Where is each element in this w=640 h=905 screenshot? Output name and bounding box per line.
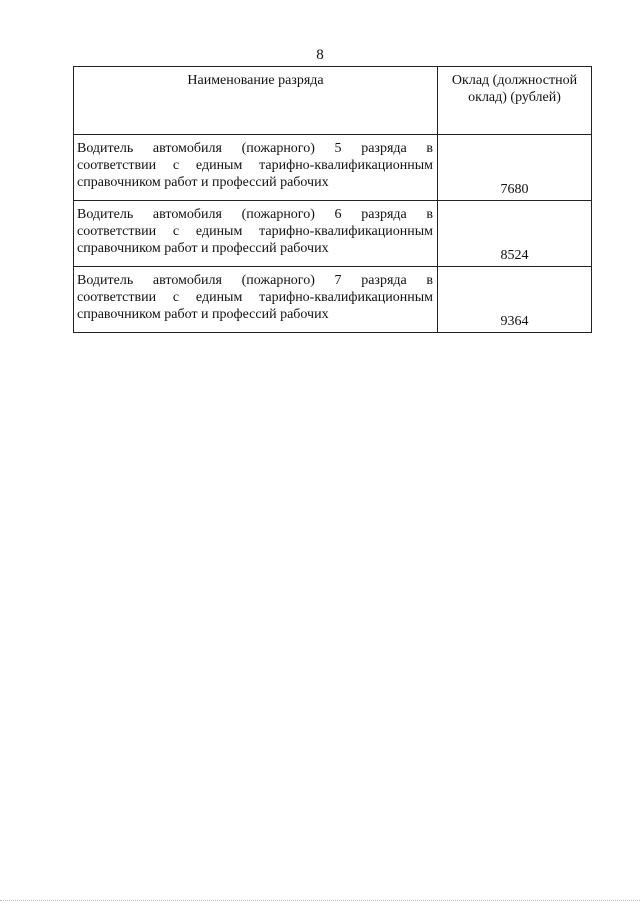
- salary-cell: 9364: [438, 267, 592, 333]
- salary-cell: 8524: [438, 201, 592, 267]
- table-header-row: [74, 67, 592, 135]
- table-row: [74, 135, 592, 201]
- salary-cell: 7680: [438, 135, 592, 201]
- table-row: [74, 267, 592, 333]
- header-grade-name: Наименование разряда: [74, 67, 438, 135]
- page-number: 8: [316, 47, 324, 63]
- salary-table: [73, 66, 592, 333]
- grade-name-cell: Водитель автомобиля (пожарного) 5 разряда в соответствии с единым тарифно-квалификационным справочником работ и профессий рабочих: [74, 135, 438, 201]
- scan-edge-line: [0, 900, 640, 901]
- table-row: [74, 201, 592, 267]
- grade-name-cell: Водитель автомобиля (пожарного) 6 разряда в соответствии с единым тарифно-квалификационным справочником работ и профессий рабочих: [74, 201, 438, 267]
- header-salary: Оклад (должностной оклад) (рублей): [438, 67, 592, 135]
- grade-name-cell: Водитель автомобиля (пожарного) 7 разряда в соответствии с единым тарифно-квалификационным справочником работ и профессий рабочих: [74, 267, 438, 333]
